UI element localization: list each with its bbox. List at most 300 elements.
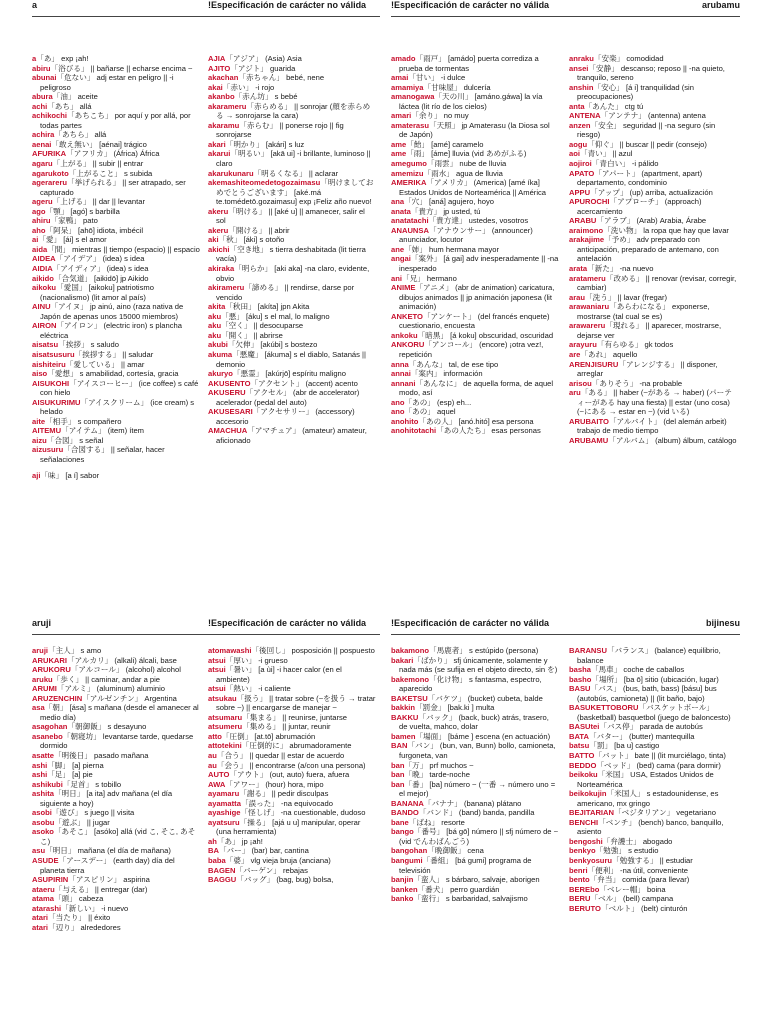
- entry-definition: 「相手」 s compañero: [45, 416, 122, 426]
- dictionary-entry: [208, 789, 376, 799]
- entry-definition: 「あんなに」 de aquella forma, de aquel modo, así: [399, 378, 554, 398]
- entry-definition: 「明かり」 [akári] s luz: [225, 139, 305, 149]
- entry-headword: ayamaru: [208, 789, 240, 799]
- entry-headword: bakari: [391, 655, 414, 665]
- entry-headword: ageru: [32, 197, 53, 207]
- entry-headword: akiraka: [208, 264, 235, 274]
- bottom-header-right: bijinesu: [705, 618, 740, 628]
- entry-headword: BAN: [391, 741, 408, 751]
- entry-definition: 「アワー」 (hour) hora, mipo: [225, 779, 324, 789]
- dictionary-entry: [208, 283, 376, 302]
- entry-headword: bakemono: [391, 674, 429, 684]
- entry-headword: ane: [391, 244, 405, 254]
- dictionary-entry: [32, 694, 200, 704]
- entry-definition: 「アイヌ」 jp ainú, aino (raza nativa de Japón de apenas unos 15000 miembros): [40, 302, 184, 321]
- entry-definition: 「明後日」 pasado mañana: [53, 751, 149, 761]
- entry-headword: AMERIKA: [391, 178, 427, 188]
- entry-definition: 「晩」 tarde-noche: [404, 770, 470, 780]
- dictionary-entry: [208, 656, 376, 666]
- entry-definition: 「秋田」 [akíta] jpn Akita: [225, 302, 310, 312]
- entry-definition: 「秋」 [áki] s otoño: [218, 235, 285, 245]
- entry-headword: ARUBAITO: [569, 416, 609, 426]
- dictionary-entry: [391, 226, 559, 245]
- entry-definition: 「あれ」 aquello: [580, 349, 638, 359]
- entry-definition: 「欠伸」 [akúbi] s bostezo: [227, 340, 318, 350]
- entry-definition: 「合う」 || quedar || estar de acuerdo: [216, 751, 345, 761]
- entry-definition: 「明らか」 [aki aka] -na claro, evidente, obvio: [216, 264, 370, 283]
- entry-definition: 「ベルト」 (belt) cinturón: [600, 903, 688, 913]
- entry-definition: 「悪霊」 [akúrjō] espíritu maligno: [232, 369, 347, 379]
- entry-headword: aikoku: [32, 283, 57, 293]
- entry-headword: banken: [391, 884, 418, 894]
- entry-definition: 「開ける」 || abrir: [228, 225, 290, 235]
- entry-headword: BAGEN: [208, 865, 236, 875]
- dictionary-entry: [208, 169, 376, 179]
- entry-headword: basho: [569, 674, 592, 684]
- entry-definition: 「集まる」 || reunirse, juntarse: [242, 712, 347, 722]
- dictionary-entry: [32, 360, 200, 370]
- entry-definition: 「辺り」 alrededores: [48, 922, 121, 932]
- entry-definition: 「姉」 hum hermana mayor: [404, 244, 500, 254]
- entry-definition: 「あちこち」 por aquí y por allá, por todas partes: [40, 111, 191, 130]
- entry-definition: 「安全」 seguridad || -na seguro (sin riesgo): [577, 120, 716, 140]
- entry-headword: aho: [32, 225, 46, 235]
- dictionary-entry: [208, 684, 376, 694]
- entry-headword: BATTO: [569, 751, 595, 761]
- entry-headword: AISUKOHI: [32, 378, 70, 388]
- bottom-rule-right: [391, 634, 740, 635]
- entry-headword: ame: [391, 149, 407, 159]
- dictionary-entry: [208, 102, 376, 121]
- entry-headword: BASU: [569, 684, 591, 694]
- entry-headword: akarameru: [208, 101, 247, 111]
- dictionary-entry: [569, 856, 737, 866]
- entry-definition: 「圧倒」 [at.tō] abrumación: [221, 731, 316, 741]
- entry-headword: AKUSERU: [208, 388, 246, 398]
- entry-headword: ashi: [32, 760, 48, 770]
- dictionary-entry: [569, 149, 737, 159]
- entry-definition: 「あ」 jp ¡ah!: [216, 836, 263, 846]
- entry-definition: 「雨雲」 nube de lluvia: [426, 159, 507, 169]
- entry-headword: agaru: [32, 159, 53, 169]
- entry-definition: 「朝御飯」 s desayuno: [67, 722, 147, 732]
- entry-definition: 「バター」 (butter) mantequilla: [588, 731, 695, 741]
- dictionary-entry: [32, 140, 200, 150]
- entry-definition: 「暑い」 [a ùi] -i hacer calor (en el ambiente): [216, 665, 342, 684]
- dictionary-entry: [32, 235, 200, 245]
- entry-headword: ano: [391, 397, 405, 407]
- dictionary-entry: [208, 331, 376, 341]
- entry-definition: 「明るくなる」 || aclarar: [253, 168, 339, 178]
- dictionary-entry: [208, 73, 376, 83]
- dictionary-entry: [391, 885, 559, 895]
- entry-headword: amado: [391, 54, 416, 63]
- entry-definition: 「ある」 || haber (~がある → haber) (パーティーがある hay una fiesta) || estar (uno cosa) (~にある → estar en ~) (vid いる): [577, 388, 732, 417]
- entry-definition: 「危ない」 adj estar en peligro || -i peligroso: [40, 73, 174, 92]
- dictionary-entry: [32, 436, 200, 446]
- entry-headword: BASUKETTOBORU: [569, 703, 639, 713]
- entry-definition: 「アニメ」 (abr de animation) caricatura, dibujos animados || jp animación japonesa (lit animación): [399, 283, 555, 312]
- entry-headword: atsui: [208, 684, 226, 694]
- entry-headword: BERUTO: [569, 903, 601, 913]
- entry-definition: 「挨拶する」 || saludar: [74, 349, 154, 359]
- entry-headword: arisou: [569, 378, 592, 388]
- dictionary-entry: [208, 245, 376, 264]
- entry-definition: 「場所」 [ba ō] sitio (ubicación, lugar): [591, 674, 719, 684]
- entry-definition: 「アマチュア」 (amateur) amateur, aficionado: [216, 426, 367, 445]
- dictionary-entry: [32, 675, 200, 685]
- entry-headword: benkyosuru: [569, 856, 613, 866]
- entry-headword: achira: [32, 130, 55, 140]
- entry-headword: asoko: [32, 827, 54, 837]
- entry-headword: arawareru: [569, 321, 606, 331]
- entry-definition: 「アルバム」 (album) álbum, catálogo: [608, 435, 737, 445]
- entry-headword: amari: [391, 111, 412, 121]
- dictionary-entry: [391, 675, 559, 694]
- entry-headword: ARUBAMU: [569, 435, 609, 445]
- entry-headword: atsui: [208, 665, 226, 675]
- entry-definition: 「あちら」 allá: [54, 130, 107, 140]
- entry-headword: aizu: [32, 435, 47, 445]
- top-column-4: [569, 54, 737, 594]
- entry-definition: 「赤ちゃん」 bebé, nene: [238, 73, 325, 83]
- entry-headword: attotekini: [208, 741, 242, 751]
- entry-definition: 「上げる」 || dar || levantar: [52, 197, 145, 207]
- entry-definition: 「集める」 || juntar, reunir: [242, 722, 331, 732]
- entry-definition: 「バス」 (bus, bath, bass) [básu] bus (autobús, camioneta) || (lit baño, bajo): [577, 684, 717, 703]
- entry-definition: 「ベッド」 (bed) cama (para dormir): [596, 760, 721, 770]
- dictionary-entry: [391, 426, 559, 436]
- entry-definition: 「馬鹿者」 s estúpido (persona): [428, 646, 539, 655]
- dictionary-entry: [32, 398, 200, 417]
- entry-headword: amai: [391, 73, 409, 83]
- entry-headword: aisatsu: [32, 340, 59, 350]
- entry-definition: 「阿呆」 [ahō] idiota, imbécil: [45, 225, 144, 235]
- entry-headword: AWA: [208, 779, 226, 789]
- entry-headword: aikido: [32, 273, 54, 283]
- entry-definition: 「アナウンサー」 (announcer) anunciador, locutor: [399, 225, 533, 245]
- entry-headword: ARENJISURU: [569, 359, 619, 369]
- entry-headword: ani: [391, 273, 402, 283]
- entry-headword: arau: [569, 292, 586, 302]
- entry-definition: 「明ける」 || [aké u] || amanecer, salir el sol: [216, 206, 365, 226]
- dictionary-entry: [32, 846, 200, 856]
- dictionary-entry: [391, 254, 559, 273]
- entry-definition: 「アイスコーヒー」 (ice coffee) s café con hielo: [40, 378, 199, 398]
- entry-headword: bengoshi: [569, 836, 603, 846]
- entry-headword: bangohan: [391, 846, 428, 856]
- entry-definition: 「余り」 no muy: [411, 111, 469, 121]
- dictionary-entry: [32, 827, 200, 846]
- entry-definition: 「合図する」 || señalar, hacer señalaciones: [40, 445, 165, 464]
- entry-headword: arata: [569, 264, 588, 274]
- entry-headword: asobu: [32, 817, 55, 827]
- entry-definition: 「米国」 USA, Estados Unidos de Norteamérica: [577, 770, 714, 789]
- entry-definition: 「アンテナ」 (antenna) antena: [600, 111, 706, 121]
- entry-headword: ayashige: [208, 808, 241, 818]
- dictionary-entry: [32, 178, 200, 197]
- entry-definition: 「赤い」 -i rojo: [222, 82, 275, 92]
- dictionary-entry: [569, 216, 737, 226]
- entry-definition: 「バック」 (back, buck) atrás, trasero, de vuelta, mahco, dolar: [399, 712, 549, 732]
- dictionary-entry: [208, 54, 376, 64]
- entry-definition: 「案外」 [á gai] adv inesperadamente || -na inesperado: [399, 254, 559, 274]
- entry-headword: aite: [32, 416, 46, 426]
- dictionary-entry: [208, 83, 376, 93]
- entry-headword: annai: [391, 369, 411, 379]
- dictionary-entry: [391, 340, 559, 359]
- entry-definition: 「ばかり」 sfj únicamente, solamente y nada más (se sufija en el objeto directo, sin を): [399, 655, 558, 675]
- entry-definition: 「あんな」 tal, de ese tipo: [408, 359, 499, 369]
- top-column-1: [32, 54, 200, 594]
- entry-headword: ban: [391, 779, 405, 789]
- dictionary-entry: [32, 894, 200, 904]
- dictionary-entry: [208, 226, 376, 236]
- entry-definition: 「アルミ」 (aluminum) aluminio: [56, 684, 166, 694]
- dictionary-entry: [208, 808, 376, 818]
- entry-definition: 「合気道」 [aikidō] jp Aikido: [53, 273, 149, 283]
- entry-definition: 「暗黒」 [á koku] obscuridad, oscuridad: [417, 330, 554, 340]
- dictionary-entry: [569, 169, 737, 188]
- dictionary-entry: [391, 417, 559, 427]
- entry-definition: 「顎」 [agó] s barbilla: [45, 206, 120, 216]
- entry-headword: akirameru: [208, 283, 245, 293]
- top-header-mid-left: !Especificación de carácter no válida: [208, 0, 367, 10]
- entry-definition: 「仰ぐ」 || buscar || pedir (consejo): [587, 139, 707, 149]
- entry-headword: ano: [391, 407, 405, 417]
- entry-definition: 「場面」 [báme ] escena (en actuación): [415, 731, 551, 741]
- entry-definition: 「安楽」 comodidad: [593, 54, 664, 63]
- entry-definition: 「貴方達」 ustedes, vosotros: [428, 216, 529, 226]
- entry-definition: 「謝る」 || pedir disculpas: [239, 789, 329, 799]
- entry-definition: 「当たり」 || éxito: [48, 913, 111, 923]
- dictionary-entry: [569, 646, 737, 665]
- dictionary-entry: [208, 866, 376, 876]
- entry-headword: anna: [391, 359, 409, 369]
- top-header-mid-right: !Especificación de carácter no válida: [391, 0, 550, 10]
- dictionary-entry: [208, 369, 376, 379]
- entry-definition: 「弁当」 comida (para llevar): [589, 875, 690, 885]
- entry-headword: annani: [391, 378, 416, 388]
- dictionary-entry: [569, 703, 737, 722]
- dictionary-entry: [569, 293, 737, 303]
- dictionary-entry: [391, 274, 559, 284]
- entry-headword: AMACHUA: [208, 426, 248, 436]
- entry-definition: 「アップ」 (up) arriba, actualización: [590, 187, 713, 197]
- dictionary-entry: [391, 827, 559, 846]
- entry-definition: 「雨」 [áme] lluvia (vid あめがふる): [406, 149, 527, 159]
- entry-definition: 「アイロン」 (electric iron) s plancha eléctrica: [40, 321, 182, 340]
- dictionary-entry: [569, 894, 737, 904]
- entry-definition: 「遊び」 s juego || visita: [51, 808, 135, 818]
- entry-headword: ansei: [569, 63, 589, 73]
- dictionary-entry: [32, 226, 200, 236]
- entry-definition: 「敢え無い」 [aénai] trágico: [51, 139, 147, 149]
- entry-definition: 「青白い」 -i pálido: [591, 159, 659, 169]
- dictionary-entry: [569, 264, 737, 274]
- dictionary-entry: [391, 169, 559, 179]
- entry-definition: 「番」 [ba] número ~ (一番 → número uno = el mejor): [399, 779, 556, 799]
- entry-definition: 「アルカリ」 (alkali) álcali, base: [67, 655, 177, 665]
- dictionary-entry: [32, 856, 200, 875]
- dictionary-entry: [32, 369, 200, 379]
- dictionary-entry: [569, 866, 737, 876]
- entry-definition: 「家鴨」 pato: [50, 216, 98, 226]
- entry-definition: 「弁護士」 abogado: [602, 836, 673, 846]
- entry-definition: 「バナナ」 (banana) plátano: [423, 798, 522, 808]
- entry-headword: abura: [32, 92, 53, 102]
- dictionary-entry: [569, 722, 737, 732]
- dictionary-entry: [32, 245, 200, 255]
- entry-definition: 「赤らめる」 || sonrojar (顔を赤らめる → sonrojarse la cara): [216, 101, 371, 121]
- dictionary-entry: [32, 770, 200, 780]
- entry-definition: 「アルゼンチン」 Argentina: [82, 693, 177, 703]
- entry-definition: 「アウト」 (out, auto) fuera, afuera: [229, 770, 350, 780]
- dictionary-entry: [32, 780, 200, 790]
- entry-definition: 「穴」 [aná] agujero, hoyo: [404, 197, 495, 207]
- entry-headword: aishiteiru: [32, 359, 66, 369]
- entry-headword: bamen: [391, 731, 416, 741]
- entry-definition: 「婆」 vlg vieja bruja (anciana): [225, 856, 331, 866]
- entry-headword: aku: [208, 330, 222, 340]
- dictionary-entry: [32, 789, 200, 808]
- dictionary-entry: [32, 875, 200, 885]
- entry-definition: 「アイスクリーム」 (ice cream) s helado: [40, 397, 195, 417]
- entry-headword: akari: [208, 139, 226, 149]
- entry-headword: atari: [32, 913, 49, 923]
- entry-definition: 「案内」 información: [410, 369, 483, 379]
- entry-definition: 「赤ん坊」 s bebé: [234, 92, 298, 102]
- entry-definition: 「勉強する」 || estudiar: [612, 856, 693, 866]
- entry-headword: atari: [32, 922, 49, 932]
- dictionary-entry: [208, 780, 376, 790]
- dictionary-entry: [208, 178, 376, 207]
- entry-definition: 「罰」 [ba u] castigo: [589, 741, 660, 751]
- dictionary-entry: [391, 216, 559, 226]
- entry-headword: ataeru: [32, 884, 55, 894]
- entry-headword: aku: [208, 321, 222, 331]
- bottom-header-mid-left: !Especificación de carácter no válida: [208, 618, 367, 628]
- entry-definition: 「番犬」 perro guardián: [417, 884, 500, 894]
- entry-headword: amemizu: [391, 168, 424, 178]
- entry-definition: 「アレンジする」 || disponer, arreglar: [577, 359, 718, 379]
- entry-headword: batsu: [569, 741, 590, 751]
- entry-definition: 「アルバイト」 (del alemán arbeit) trabajo de medio tiempo: [577, 416, 727, 436]
- dictionary-entry: [208, 312, 376, 322]
- dictionary-entry: [391, 694, 559, 704]
- entry-headword: ANTENA: [569, 111, 601, 121]
- entry-headword: asanebo: [32, 731, 63, 741]
- top-header-right: arubamu: [701, 0, 740, 10]
- entry-headword: BA: [208, 846, 219, 856]
- dictionary-entry: [391, 149, 559, 159]
- dictionary-entry: [32, 646, 200, 656]
- entry-headword: ARUKORU: [32, 665, 71, 675]
- entry-definition: 「洗う」 || lavar (fregar): [585, 292, 668, 302]
- entry-definition: 「アンケート」 (del francés enquete) cuestionario, encuesta: [399, 311, 550, 331]
- dictionary-entry: [32, 54, 200, 64]
- dictionary-entry: [208, 799, 376, 809]
- entry-definition: 「蛮行」 s barbaridad, salvajismo: [413, 894, 528, 904]
- entry-definition: 「バスケットボール」 (basketball) basquetbol (juego de baloncesto): [577, 703, 731, 722]
- dictionary-entry: [32, 102, 200, 112]
- entry-definition: 「天の川」 [amáno.gáwa] la vía láctea (lit río de los cielos): [399, 92, 543, 111]
- entry-definition: 「明日」 mañana (el día de mañana): [45, 846, 171, 856]
- entry-headword: atsumaru: [208, 712, 243, 722]
- entry-headword: ANKETO: [391, 311, 423, 321]
- entry-headword: aojiroi: [569, 159, 592, 169]
- entry-definition: 「あそこ」 [asóko] allá (vid こ, そこ, あそこ): [40, 827, 196, 846]
- entry-headword: BAKETSU: [391, 693, 428, 703]
- dictionary-entry: [569, 741, 737, 751]
- entry-definition: 「与える」 || entregar (dar): [54, 884, 148, 894]
- entry-headword: amegumo: [391, 159, 427, 169]
- entry-headword: akuryo: [208, 369, 233, 379]
- entry-headword: anohitotachi: [391, 426, 437, 436]
- dictionary-entry: [208, 875, 376, 885]
- entry-definition: 「アンコール」 (encore) ¡otra vez!, repetición: [399, 340, 544, 359]
- entry-definition: 「悪魔」 [ákuma] s el diablo, Satanás || demonio: [216, 349, 367, 369]
- dictionary-entry: [569, 274, 737, 293]
- entry-headword: ashi: [32, 770, 48, 780]
- dictionary-entry: [32, 350, 200, 360]
- dictionary-entry: [569, 360, 737, 379]
- entry-headword: aratameru: [569, 273, 606, 283]
- entry-headword: akubi: [208, 340, 228, 350]
- entry-headword: basha: [569, 665, 591, 675]
- entry-headword: BENCHI: [569, 817, 599, 827]
- dictionary-entry: [391, 398, 559, 408]
- entry-definition: 「あ」 exp ¡ah!: [36, 54, 89, 63]
- dictionary-entry: [32, 254, 200, 264]
- dictionary-entry: [208, 751, 376, 761]
- entry-definition: 「あんた」 ctg tú: [584, 101, 644, 111]
- entry-definition: 「朝」 [ása] s mañana (desde el amanecer al medio día): [40, 703, 199, 722]
- entry-definition: 「新た」 -na nuevo: [587, 264, 654, 274]
- entry-definition: 「米国人」 s estadounidense, es americano, mx gringo: [577, 789, 719, 808]
- entry-definition: 「ありそう」 -na probable: [591, 378, 683, 388]
- dictionary-entry: [32, 722, 200, 732]
- entry-headword: abiru: [32, 63, 51, 73]
- entry-definition: 「天照」 jp Amaterasu (la Diosa sol de Japón): [399, 120, 550, 140]
- entry-definition: 「馬車」 coche de caballos: [590, 665, 685, 675]
- entry-definition: 「予め」 adv preparado con anticipación, preparado de antemano, con antelación: [577, 235, 719, 264]
- entry-headword: akita: [208, 302, 226, 312]
- entry-headword: atsui: [208, 655, 226, 665]
- dictionary-entry: [208, 761, 376, 771]
- entry-definition: 「ベル」 (bell) campana: [590, 894, 674, 904]
- dictionary-entry: [569, 885, 737, 895]
- dictionary-entry: [208, 302, 376, 312]
- dictionary-entry: [208, 235, 376, 245]
- entry-definition: 「後回し」 posposición || pospuesto: [251, 646, 375, 655]
- dictionary-entry: [208, 722, 376, 732]
- entry-headword: ago: [32, 206, 46, 216]
- top-header-left: a: [32, 0, 38, 10]
- entry-headword: are: [569, 349, 581, 359]
- entry-definition: 「アフリカ」 (África) África: [66, 149, 160, 159]
- dictionary-entry: [569, 904, 737, 914]
- entry-definition: 「甘味屋」 dulcería: [423, 82, 491, 92]
- dictionary-entry: [32, 808, 200, 818]
- entry-headword: aku: [208, 311, 222, 321]
- dictionary-entry: [391, 197, 559, 207]
- dictionary-entry: [391, 111, 559, 121]
- entry-headword: arayuru: [569, 340, 597, 350]
- dictionary-entry: [569, 102, 737, 112]
- dictionary-entry: [569, 188, 737, 198]
- bottom-header: [0, 618, 768, 634]
